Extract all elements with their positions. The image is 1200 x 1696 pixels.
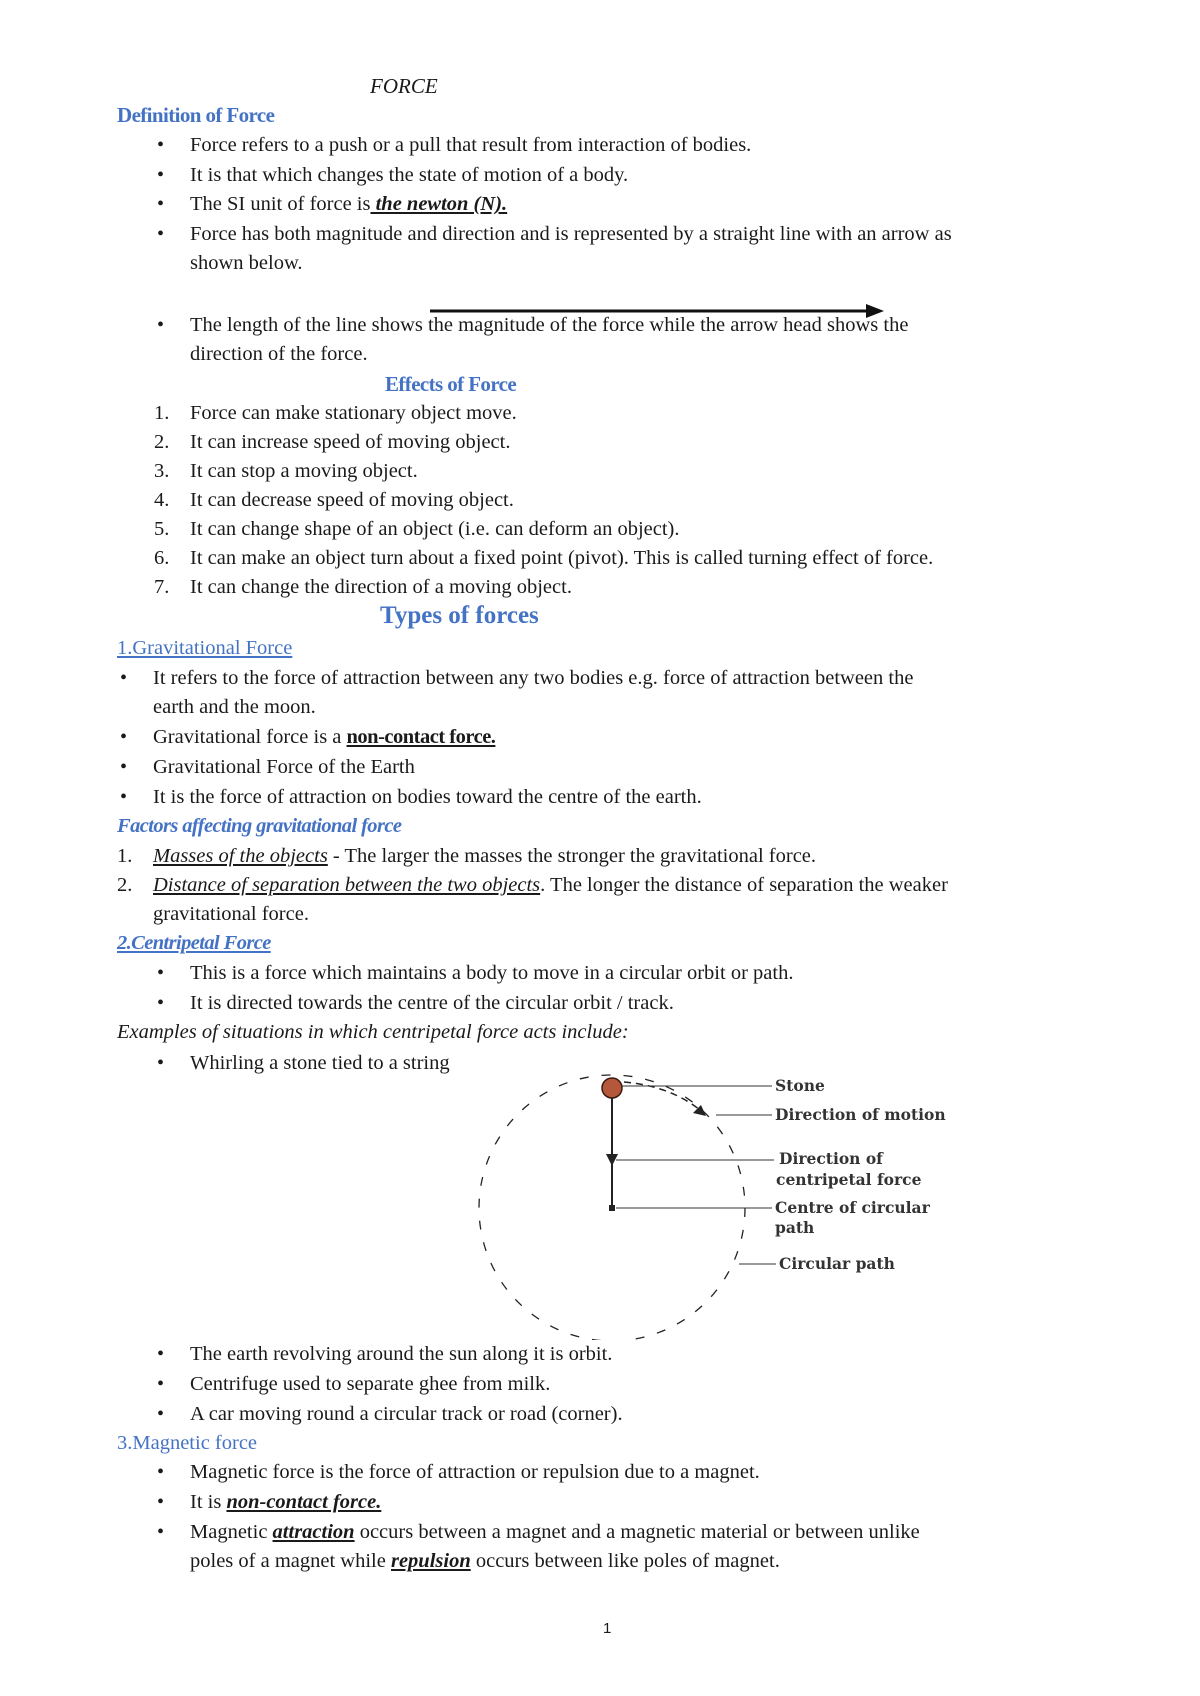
factor-distance-text: . The longer the distance of separation the weaker: [540, 874, 948, 896]
effects-number: 6.: [154, 547, 170, 569]
example-4: A car moving round a circular track or road (corner).: [190, 1403, 623, 1425]
example-3: Centrifuge used to separate ghee from milk.: [190, 1373, 551, 1395]
gravitational-noncontact-emphasis: non-contact force.: [346, 726, 496, 748]
effects-item: It can change shape of an object (i.e. can deform an object).: [190, 518, 680, 540]
bullet-icon: •: [157, 1403, 165, 1425]
bullet-icon: •: [120, 756, 128, 778]
gravitational-bullet-2: [153, 723, 495, 751]
bullet-icon: •: [157, 223, 165, 245]
bullet-icon: •: [120, 667, 128, 689]
label-stone: Stone: [775, 1076, 825, 1095]
label-direction-cf-line-2: centripetal force: [776, 1170, 922, 1189]
page-number: 1: [603, 1620, 612, 1637]
definition-bullet-5-line-2: direction of the force.: [190, 343, 368, 365]
effects-item: It can stop a moving object.: [190, 460, 418, 482]
centripetal-heading: 2.Centripetal Force: [117, 932, 271, 954]
si-unit-text: The SI unit of force is: [190, 193, 371, 215]
centripetal-bullet-1: This is a force which maintains a body to move in a circular orbit or path.: [190, 962, 794, 984]
factors-item-1: [153, 842, 816, 870]
bullet-icon: •: [157, 164, 165, 186]
bullet-icon: •: [120, 726, 128, 748]
magnetic-noncontact-text: It is: [190, 1491, 227, 1513]
bullet-icon: •: [157, 1373, 165, 1395]
magnetic-bullet-3-line-1: [190, 1518, 920, 1546]
effects-item: It can increase speed of moving object.: [190, 431, 511, 453]
magnetic-repulsion-text: occurs between like poles of magnet.: [470, 1550, 780, 1572]
factors-item-2-line-2: gravitational force.: [153, 903, 309, 925]
definition-bullet-5-line-1: The length of the line shows the magnitude of the force while the arrow head shows the: [190, 314, 909, 336]
factor-masses-text: - The larger the masses the stronger the gravitational force.: [327, 845, 817, 867]
centripetal-bullet-2: It is directed towards the centre of the circular orbit / track.: [190, 992, 674, 1014]
effects-number: 7.: [154, 576, 170, 598]
definition-bullet-4-line-2: shown below.: [190, 252, 303, 274]
definition-bullet-3: [190, 190, 507, 218]
magnetic-bullet-1: Magnetic force is the force of attraction or repulsion due to a magnet.: [190, 1461, 760, 1483]
types-heading: Types of forces: [380, 602, 539, 629]
bullet-icon: •: [157, 134, 165, 156]
effects-number: 4.: [154, 489, 170, 511]
examples-intro: Examples of situations in which centripetal force acts include:: [117, 1021, 629, 1043]
factors-heading: Factors affecting gravitational force: [117, 815, 402, 837]
bullet-icon: •: [120, 786, 128, 808]
effects-item: Force can make stationary object move.: [190, 402, 517, 424]
example-2: The earth revolving around the sun along it is orbit.: [190, 1343, 613, 1365]
effects-item: It can make an object turn about a fixed point (pivot). This is called turning effect of force.: [190, 547, 934, 569]
bullet-icon: •: [157, 992, 165, 1014]
factor-masses: Masses of the objects: [153, 845, 328, 867]
centre-point: [609, 1205, 615, 1211]
gravitational-bullet-4: It is the force of attraction on bodies toward the centre of the earth.: [153, 786, 702, 808]
effects-number: 1.: [154, 402, 170, 424]
bullet-icon: •: [157, 193, 165, 215]
label-centre-line-2: path: [775, 1218, 815, 1237]
magnetic-noncontact-emphasis: non-contact force.: [226, 1491, 382, 1513]
effects-number: 5.: [154, 518, 170, 540]
gravitational-bullet-3: Gravitational Force of the Earth: [153, 756, 415, 778]
example-1: Whirling a stone tied to a string: [190, 1052, 450, 1074]
label-circular-path: Circular path: [779, 1254, 895, 1273]
gravitational-bullet-1-line-2: earth and the moon.: [153, 696, 316, 718]
bullet-icon: •: [157, 1521, 165, 1543]
definition-bullet-4-line-1: Force has both magnitude and direction and is represented by a straight line with an arrow as: [190, 223, 952, 245]
magnetic-attraction-text: occurs between a magnet and a magnetic material or between unlike: [354, 1521, 920, 1543]
magnetic-attraction-emphasis: attraction: [272, 1521, 355, 1543]
magnetic-bullet-2: [190, 1488, 381, 1516]
factors-number: 1.: [117, 845, 133, 867]
factor-distance: Distance of separation between the two objects: [153, 874, 541, 896]
magnetic-repulsion-pre: poles of a magnet while: [190, 1550, 391, 1572]
effects-item: It can decrease speed of moving object.: [190, 489, 514, 511]
definition-bullet-1: Force refers to a push or a pull that result from interaction of bodies.: [190, 134, 752, 156]
si-unit-emphasis: the newton (N).: [370, 193, 508, 215]
page-title: FORCE: [370, 74, 438, 98]
effects-number: 3.: [154, 460, 170, 482]
centripetal-diagram: [460, 1060, 980, 1340]
label-centre-line-1: Centre of circular: [775, 1198, 930, 1217]
magnetic-repulsion-emphasis: repulsion: [390, 1550, 471, 1572]
effects-heading: Effects of Force: [385, 372, 517, 396]
factors-number: 2.: [117, 874, 133, 896]
bullet-icon: •: [157, 1052, 165, 1074]
bullet-icon: •: [157, 1491, 165, 1513]
gravitational-heading: 1.Gravitational Force: [117, 637, 293, 659]
factors-item-2: [153, 871, 948, 899]
definition-heading: Definition of Force: [117, 103, 275, 127]
magnetic-bullet-3-line-2: [190, 1547, 780, 1575]
gravitational-bullet-1-line-1: It refers to the force of attraction between any two bodies e.g. force of attraction between the: [153, 667, 914, 689]
stone-icon: [602, 1078, 622, 1098]
label-direction-of-motion: Direction of motion: [775, 1105, 946, 1124]
bullet-icon: •: [157, 314, 165, 336]
bullet-icon: •: [157, 962, 165, 984]
magnetic-attraction-pre: Magnetic: [190, 1521, 273, 1543]
gravitational-noncontact-text: Gravitational force is a: [153, 726, 347, 748]
label-direction-cf-line-1: Direction of: [779, 1149, 883, 1168]
definition-bullet-2: It is that which changes the state of motion of a body.: [190, 164, 629, 186]
bullet-icon: •: [157, 1461, 165, 1483]
magnetic-heading: 3.Magnetic force: [117, 1432, 258, 1454]
effects-item: It can change the direction of a moving object.: [190, 576, 572, 598]
bullet-icon: •: [157, 1343, 165, 1365]
effects-number: 2.: [154, 431, 170, 453]
